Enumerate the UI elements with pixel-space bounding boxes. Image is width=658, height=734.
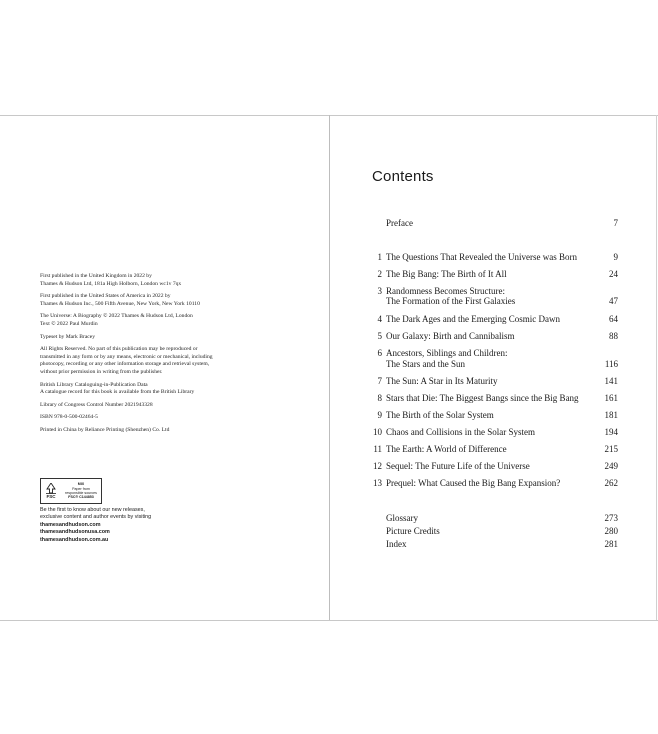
toc-number: 5 — [377, 331, 382, 341]
toc-title: Stars that Die: The Biggest Bangs since the Big Bang — [386, 393, 579, 403]
promo-line: exclusive content and author events by visiting — [40, 514, 152, 521]
toc-number: 1 — [377, 252, 382, 262]
toc-page: 273 — [604, 513, 618, 523]
imprint-line: First published in the United States of America in 2022 by — [40, 293, 171, 300]
toc-page: 281 — [604, 539, 618, 549]
toc-number: 7 — [377, 376, 382, 386]
toc-number: 9 — [377, 410, 382, 420]
toc-title: Sequel: The Future Life of the Universe — [386, 461, 530, 471]
toc-page: 194 — [604, 427, 618, 437]
fsc-line: Paper from — [72, 486, 90, 491]
toc-page: 64 — [609, 314, 618, 324]
toc-number: 10 — [373, 427, 382, 437]
toc-title: The Stars and the Sun — [386, 359, 465, 369]
toc-title: Our Galaxy: Birth and Cannibalism — [386, 331, 515, 341]
fsc-line: responsible sources — [65, 491, 97, 495]
toc-title: The Birth of the Solar System — [386, 410, 494, 420]
toc-number: 3 — [377, 286, 382, 296]
toc-number: 13 — [373, 478, 382, 488]
imprint-line: Thames & Hudson Inc., 500 Fifth Avenue, New York, New York 10110 — [40, 300, 200, 307]
promo-url: thamesandhudsonusa.com — [40, 529, 110, 536]
imprint-line: transmitted in any form or by any means, electronic or mechanical, including — [40, 353, 213, 360]
toc-title: Prequel: What Caused the Big Bang Expansion? — [386, 478, 561, 488]
toc-number: 11 — [373, 444, 382, 454]
toc-number: 6 — [377, 348, 382, 358]
imprint-line: without prior permission in writing from the publisher. — [40, 368, 163, 375]
promo-line: Be the first to know about our new releases, — [40, 507, 145, 513]
toc-page: 215 — [604, 444, 618, 454]
fsc-line: MIX — [77, 482, 85, 487]
imprint-line: Typeset by Mark Bracey — [40, 333, 96, 340]
toc-number: 12 — [373, 461, 382, 471]
toc-page: 181 — [604, 410, 618, 420]
toc-page: 116 — [604, 359, 618, 369]
toc-number: 8 — [377, 393, 382, 403]
toc-title: Chaos and Collisions in the Solar System — [386, 427, 536, 437]
toc-page: 280 — [604, 526, 618, 536]
imprint-line: British Library Cataloguing-in-Publication Data — [40, 381, 148, 388]
fsc-line: FSC® C144853 — [68, 495, 94, 500]
toc-title: The Questions That Revealed the Universe was Born — [386, 252, 578, 262]
toc-title: Ancestors, Siblings and Children: — [386, 348, 508, 358]
imprint-line: ISBN 978-0-500-02464-5 — [40, 414, 98, 421]
toc-page: 7 — [613, 218, 618, 228]
toc-number: 4 — [377, 314, 382, 324]
toc-title: The Formation of the First Galaxies — [386, 296, 516, 306]
imprint-line: The Universe: A Biography © 2022 Thames & Hudson Ltd, London — [40, 313, 193, 320]
imprint-line: photocopy, recording or any other information storage and retrieval system, — [40, 361, 210, 368]
toc-title: Preface — [386, 218, 413, 228]
imprint-line: First published in the United Kingdom in 2022 by — [40, 273, 152, 279]
toc-title: The Sun: A Star in Its Maturity — [386, 376, 498, 386]
toc-title: Picture Credits — [386, 526, 440, 536]
fsc-logo-label: FSC — [46, 494, 56, 499]
toc-number: 2 — [377, 269, 382, 279]
imprint-line: Text © 2022 Paul Murdin — [40, 320, 98, 327]
imprint-line: A catalogue record for this book is available from the British Library — [40, 389, 195, 396]
toc-title: The Dark Ages and the Emerging Cosmic Dawn — [386, 314, 561, 324]
toc-page: 24 — [609, 269, 618, 279]
toc-page: 262 — [604, 478, 618, 488]
imprint-line: All Rights Reserved. No part of this publication may be reproduced or — [40, 346, 198, 353]
toc-page: 47 — [609, 296, 618, 306]
toc-title: Index — [386, 539, 407, 549]
toc-title: The Earth: A World of Difference — [386, 444, 507, 454]
promo-url: thamesandhudson.com — [40, 521, 101, 528]
toc-page: 88 — [609, 331, 618, 341]
promo-url: thamesandhudson.com.au — [40, 536, 109, 543]
imprint-line: Printed in China by Reliance Printing (Shenzhen) Co. Ltd — [40, 426, 170, 433]
toc-page: 161 — [604, 393, 618, 403]
toc-page: 249 — [604, 461, 618, 471]
toc-title: The Big Bang: The Birth of It All — [386, 269, 507, 279]
toc-title: Glossary — [386, 513, 418, 523]
contents-heading: Contents — [372, 168, 434, 185]
toc-title: Randomness Becomes Structure: — [386, 286, 505, 296]
imprint-line: Thames & Hudson Ltd, 181a High Holborn, London wc1v 7qx — [40, 280, 182, 287]
toc-page: 9 — [613, 252, 618, 262]
imprint-line: Library of Congress Control Number 2021943328 — [40, 401, 153, 408]
toc-page: 141 — [604, 376, 618, 386]
